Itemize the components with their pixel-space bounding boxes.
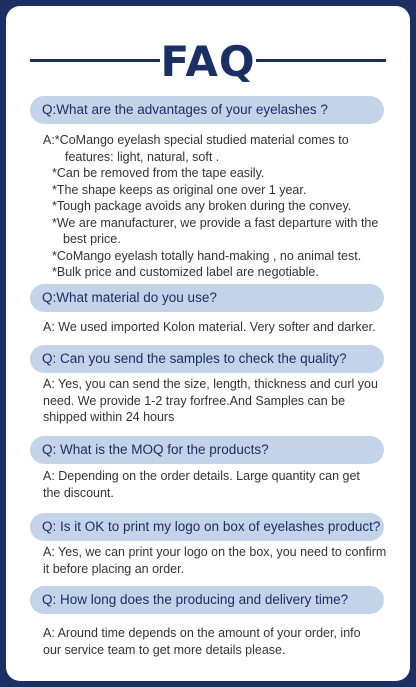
answer-line: A: Depending on the order details. Large quantity can get <box>43 469 360 483</box>
answer-line: A: We used imported Kolon material. Very softer and darker. <box>43 320 376 334</box>
faq-answer-moq <box>43 468 388 501</box>
faq-question-advantages: Q:What are the advantages of your eyelashes ? <box>30 96 384 124</box>
faq-answer-delivery <box>43 625 388 658</box>
answer-line: *Can be removed from the tape easily. <box>52 166 265 180</box>
faq-header <box>6 34 410 90</box>
answer-line: A:*CoMango eyelash special studied material comes to <box>43 133 349 147</box>
page-title: FAQ <box>160 37 256 86</box>
faq-answer-advantages <box>43 132 388 281</box>
answer-line: A: Yes, we can print your logo on the box, you need to confirm <box>43 545 387 559</box>
answer-line: best price. <box>63 232 121 246</box>
answer-line: need. We provide 1-2 tray forfree.And Samples can be <box>43 393 346 408</box>
header-rule-right <box>256 59 386 62</box>
header-rule-left <box>30 59 160 62</box>
faq-question-material: Q:What material do you use? <box>30 284 384 312</box>
faq-question-samples: Q: Can you send the samples to check the quality? <box>30 345 384 373</box>
answer-line: it before placing an order. <box>43 561 185 576</box>
answer-line: the discount. <box>43 485 114 500</box>
answer-line: *The shape keeps as original one over 1 year. <box>52 182 307 197</box>
answer-line: *We are manufacturer, we provide a fast departure with the <box>52 215 379 230</box>
faq-answer-logo <box>43 544 388 577</box>
answer-line: our service team to get more details please. <box>43 642 286 657</box>
answer-line: A: Yes, you can send the size, length, thickness and curl you <box>43 377 378 391</box>
faq-answer-samples <box>43 376 388 426</box>
answer-line: shipped within 24 hours <box>43 410 175 424</box>
faq-answer-material <box>43 319 388 336</box>
faq-question-moq: Q: What is the MOQ for the products? <box>30 436 384 464</box>
faq-question-delivery: Q: How long does the producing and delivery time? <box>30 586 384 614</box>
faq-card <box>6 6 410 681</box>
faq-question-logo: Q: Is it OK to print my logo on box of eyelashes product? <box>30 513 384 541</box>
answer-line: *Tough package avoids any broken during the convey. <box>52 199 352 213</box>
answer-line: *Bulk price and customized label are negotiable. <box>52 265 319 279</box>
answer-line: A: Around time depends on the amount of your order, info <box>43 626 361 640</box>
answer-line: *CoMango eyelash totally hand-making , no animal test. <box>52 248 362 263</box>
answer-line: features: light, natural, soft . <box>65 149 220 164</box>
